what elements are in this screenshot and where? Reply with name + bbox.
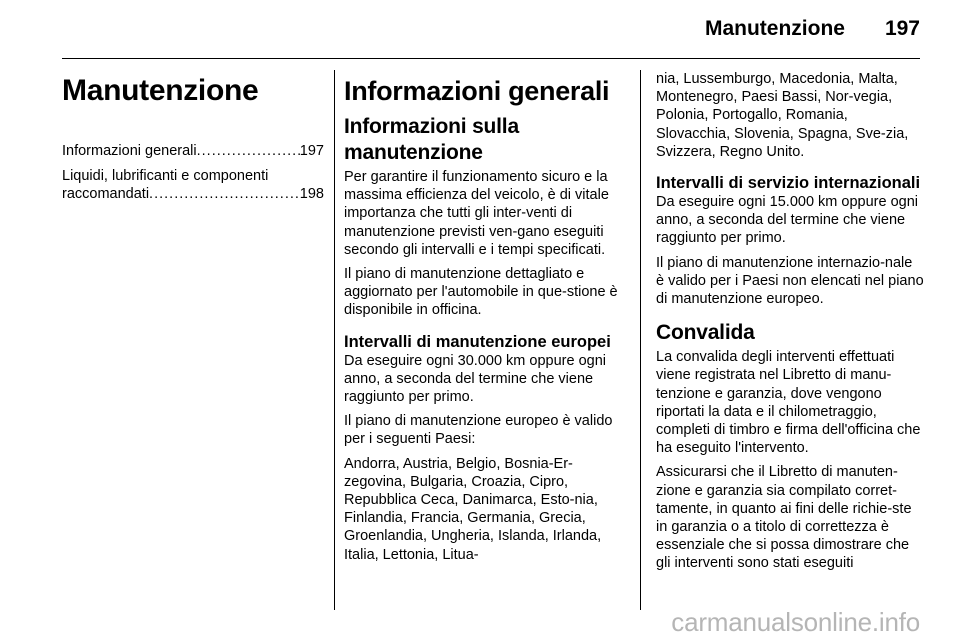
subheading: Intervalli di servizio internazionali: [656, 174, 921, 193]
left-column: [62, 70, 324, 210]
paragraph: La convalida degli interventi effettuati viene registrata nel Libretto di manu-tenzione e garanzia, dove vengono riportati la data e il chilometraggio, completi di timbro e firma dell'officina che ha eseguito l'intervento.: [656, 349, 921, 457]
paragraph: Il piano di manutenzione europeo è valido per i seguenti Paesi:: [344, 413, 613, 448]
paragraph: Per garantire il funzionamento sicuro e la massima efficienza del veicolo, è di vitale importanza che tutti gli inter-venti di manutenzione previsti ven-gano eseguiti secondo gli intervalli e i tempi specificati.: [344, 169, 609, 258]
toc-entry-label-cont: raccomandati: [62, 186, 150, 202]
header-title: Manutenzione: [704, 17, 845, 40]
watermark: carmanualsonline.info: [671, 607, 920, 637]
paragraph: Assicurarsi che il Libretto di manuten-zione e garanzia sia compilato corret-tamente, in quanto ai fini delle richie-ste in garanzia o a titolo di correttezza è essenziale che si possa dimostrare che gli interventi sono stati eseguiti: [656, 464, 912, 572]
middle-column: [344, 70, 624, 570]
column-divider-left: [334, 70, 335, 610]
toc-entry-page: 198: [299, 186, 324, 202]
toc-entry-label: Liquidi, lubrificanti e componenti: [62, 168, 269, 184]
subheading: Intervalli di manutenzione europei: [344, 332, 611, 351]
right-column: [656, 70, 924, 579]
paragraph: Da eseguire ogni 15.000 km oppure ogni anno, a seconda del termine che viene raggiunto per primo.: [656, 194, 918, 247]
paragraph: Il piano di manutenzione dettagliato e aggiornato per l'automobile in que-stione è disponibile in officina.: [344, 266, 618, 319]
subsection-heading: Informazioni sulla manutenzione: [344, 115, 519, 164]
page-number: 197: [884, 17, 920, 40]
paragraph: nia, Lussemburgo, Macedonia, Malta, Montenegro, Paesi Bassi, Nor-vegia, Polonia, Portogallo, Romania, Slovacchia, Slovenia, Spagna, Sve-zia, Svizzera, Regno Unito.: [656, 71, 909, 160]
column-divider-right: [640, 70, 641, 610]
chapter-title: Manutenzione: [62, 74, 259, 107]
toc-entry-informazioni-generali[interactable]: [62, 142, 324, 160]
table-of-contents: [62, 142, 324, 203]
section-heading: Informazioni generali: [344, 76, 610, 106]
toc-entry-liquidi[interactable]: [62, 167, 324, 203]
toc-entry-page: 197: [299, 143, 324, 159]
paragraph: Da eseguire ogni 30.000 km oppure ogni anno, a seconda del termine che viene raggiunto per primo.: [344, 352, 606, 406]
header-rule: [62, 58, 920, 59]
paragraph: Il piano di manutenzione internazio-nale è valido per i Paesi non elencati nel piano di manutenzione europeo.: [656, 254, 924, 308]
toc-entry-label: Informazioni generali: [62, 143, 197, 159]
page-header: [705, 14, 920, 44]
subheading-convalida: Convalida: [656, 321, 755, 345]
paragraph: Andorra, Austria, Belgio, Bosnia-Er-zegovina, Bulgaria, Croazia, Cipro, Repubblica Ceca, Danimarca, Esto-nia, Finlandia, Francia, Germania, Grecia, Groenlandia, Ungheria, Islanda, Irlanda, Italia, Lettonia, Litua-: [344, 455, 602, 563]
